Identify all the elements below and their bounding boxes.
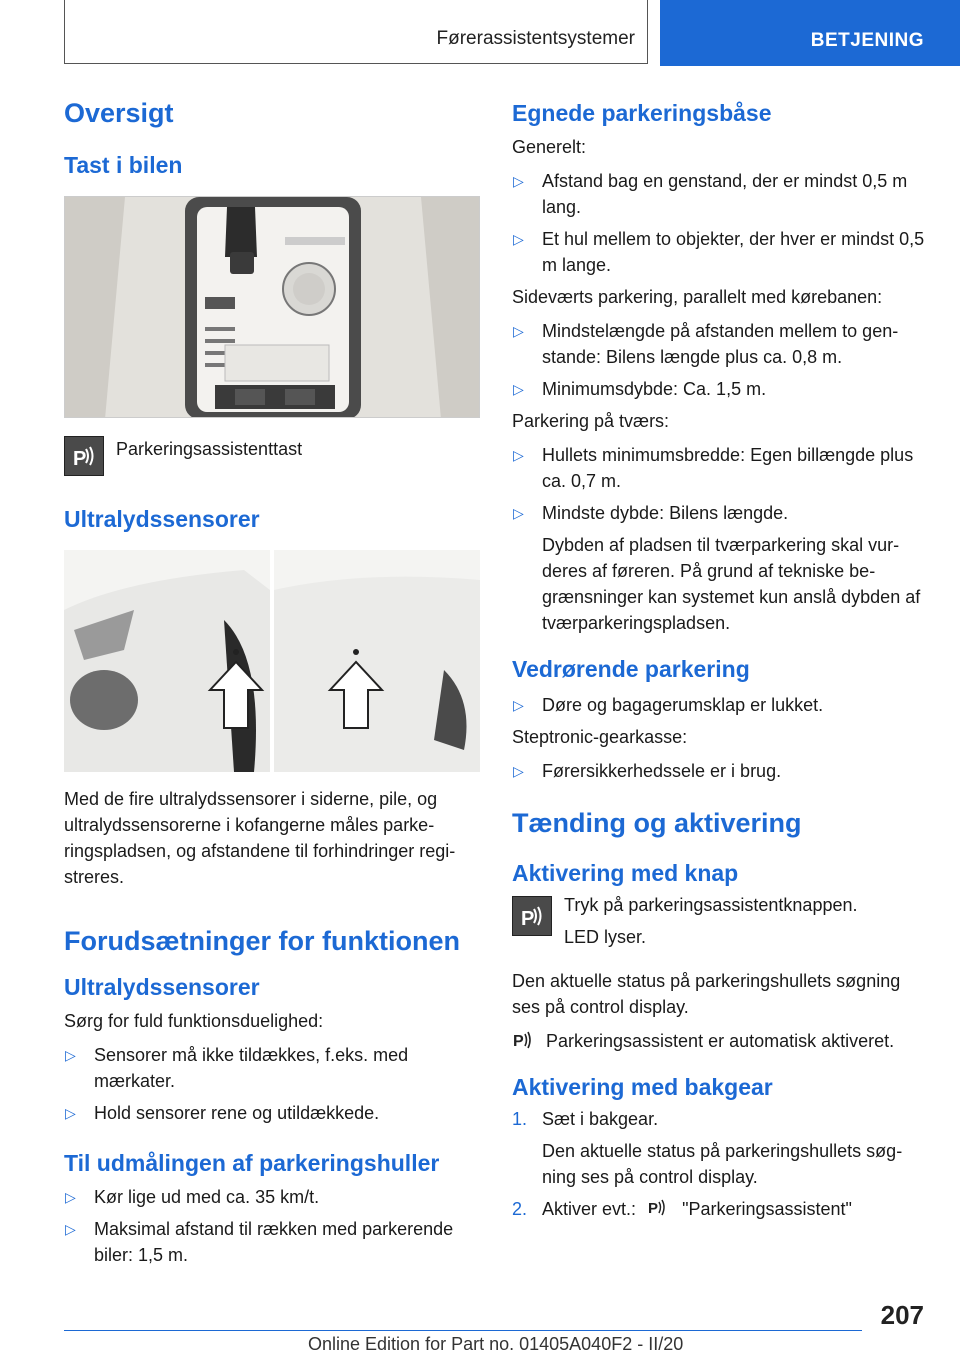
list-item: 2. Aktiver evt.: P "Parkeringsassistent" bbox=[512, 1199, 852, 1219]
heading-aktivering-bakgear: Aktivering med bakgear bbox=[512, 1074, 773, 1100]
parking-assistant-button-icon bbox=[512, 896, 552, 936]
list-item: ▷ Maksimal afstand til rækken med parkerende biler: 1,5 m. bbox=[65, 1219, 454, 1265]
svg-text:P: P bbox=[513, 1033, 524, 1050]
list-item: ▷ Minimumsdybde: Ca. 1,5 m. bbox=[513, 379, 767, 399]
parking-assistant-icon bbox=[64, 436, 104, 476]
heading-aktivering-knap: Aktivering med knap bbox=[512, 860, 739, 886]
header-chapter-tab bbox=[660, 0, 960, 66]
list-item: ▷ Et hul mellem to objekter, der hver er mindst 0,5 m lange. bbox=[513, 229, 925, 275]
heading-forudsaetninger: Forudsætninger for funktionen bbox=[64, 926, 460, 956]
header-section-box bbox=[64, 0, 648, 64]
svg-text:P: P bbox=[648, 1200, 659, 1217]
left-column bbox=[64, 96, 480, 1274]
knap-line-1: Tryk på parkeringsassistentknappen. bbox=[564, 895, 858, 915]
parking-assistant-small-icon bbox=[512, 1028, 538, 1054]
right-column bbox=[512, 96, 926, 1228]
list-item: ▷ Hold sensorer rene og utildækkede. bbox=[65, 1103, 380, 1123]
list-item: ▷ Sensorer må ikke tildækkes, f.eks. med mærkater. bbox=[65, 1045, 409, 1091]
knap-line-2: LED lyser. bbox=[564, 927, 647, 947]
list-item: ▷ Hullets minimumsbredde: Egen billængde plus ca. 0,7 m. bbox=[513, 445, 914, 491]
tast-caption-row bbox=[64, 436, 480, 476]
console-illustration bbox=[65, 197, 480, 418]
header-chapter-title: BETJENING bbox=[810, 30, 924, 51]
footer-rule bbox=[64, 1330, 862, 1331]
ultralyd2-list bbox=[64, 1042, 480, 1126]
sidevaerts-label: Sideværts parkering, parallelt med kørebanen: bbox=[512, 287, 883, 307]
bakgear-list bbox=[512, 1106, 926, 1222]
page-number: 207 bbox=[880, 1300, 924, 1330]
knap-row bbox=[512, 892, 926, 950]
list-item: ▷ Kør lige ud med ca. 35 km/t. bbox=[65, 1187, 320, 1207]
svg-text:P: P bbox=[521, 908, 535, 929]
ultralyd-text: Med de fire ultralydssensorer i siderne, pile, og ultralydssensorerne i kofangerne måles parkeringspladsen, og afstandene til forhindringer registreres. bbox=[64, 789, 456, 887]
footer-edition: Online Edition for Part no. 01405A040F2 - II/20 bbox=[308, 1334, 684, 1354]
steptronic-list bbox=[512, 758, 926, 784]
sensor-photos bbox=[64, 550, 480, 772]
sidevaerts-list bbox=[512, 318, 926, 402]
steptronic-label: Steptronic-gearkasse: bbox=[512, 727, 688, 747]
heading-egnede: Egnede parkeringsbåse bbox=[512, 100, 772, 126]
udmaaling-list bbox=[64, 1184, 480, 1268]
tast-caption: Parkeringsassistenttast bbox=[116, 439, 303, 459]
svg-text:P: P bbox=[73, 448, 87, 469]
auto-row bbox=[512, 1028, 926, 1054]
ultralyd2-intro: Sørg for fuld funktionsduelighed: bbox=[64, 1011, 324, 1031]
auto-text: Parkeringsassistent er automatisk aktiveret. bbox=[546, 1031, 895, 1051]
list-item: ▷ Afstand bag en genstand, der er mindst 0,5 m lang. bbox=[513, 171, 908, 217]
heading-ultralyd-2: Ultralydssensorer bbox=[64, 974, 260, 1000]
list-item: ▷ Mindstelængde på afstanden mellem to genstande: Bilens længde plus ca. 0,8 m. bbox=[513, 321, 899, 367]
heading-vedroerende: Vedrørende parkering bbox=[512, 656, 750, 682]
parking-assistant-inline-icon bbox=[647, 1197, 671, 1219]
tvaers-list bbox=[512, 442, 926, 636]
heading-ultralyd: Ultralydssensorer bbox=[64, 506, 260, 532]
header-section-title: Førerassistentsystemer bbox=[436, 28, 635, 49]
generelt-list bbox=[512, 168, 926, 278]
sensor-illustration bbox=[64, 550, 480, 772]
list-item: 1. Sæt i bakgear. Den aktuelle status på parkeringshullets søgning ses på control display. bbox=[512, 1109, 903, 1187]
tvaers-subtext: Dybden af pladsen til tværparkering skal vurderes af føreren. På grund af tekniske begrænsninger kan systemet kun anslå dybden af tværparkeringspladsen. bbox=[542, 535, 921, 633]
list-item: ▷ Mindste dybde: Bilens længde. Dybden af pladsen til tværparkering skal vurderes af føreren. På grund af tekniske begrænsninger kan systemet kun anslå dybden af tværparkeringspladsen. bbox=[512, 500, 926, 636]
heading-taending: Tænding og aktivering bbox=[512, 808, 802, 838]
console-photo bbox=[64, 196, 480, 418]
status-text: Den aktuelle status på parkeringshullets søgning ses på control display. bbox=[512, 971, 901, 1017]
heading-oversigt: Oversigt bbox=[64, 98, 174, 128]
tvaers-label: Parkering på tværs: bbox=[512, 411, 670, 431]
heading-udmaaling: Til udmålingen af parkeringshuller bbox=[64, 1150, 440, 1176]
list-item: ▷ Førersikkerhedssele er i brug. bbox=[513, 761, 782, 781]
generelt-label: Generelt: bbox=[512, 137, 587, 157]
list-item: ▷ Døre og bagagerumsklap er lukket. bbox=[513, 695, 824, 715]
vedroerende-list bbox=[512, 692, 926, 718]
heading-tast: Tast i bilen bbox=[64, 152, 183, 178]
